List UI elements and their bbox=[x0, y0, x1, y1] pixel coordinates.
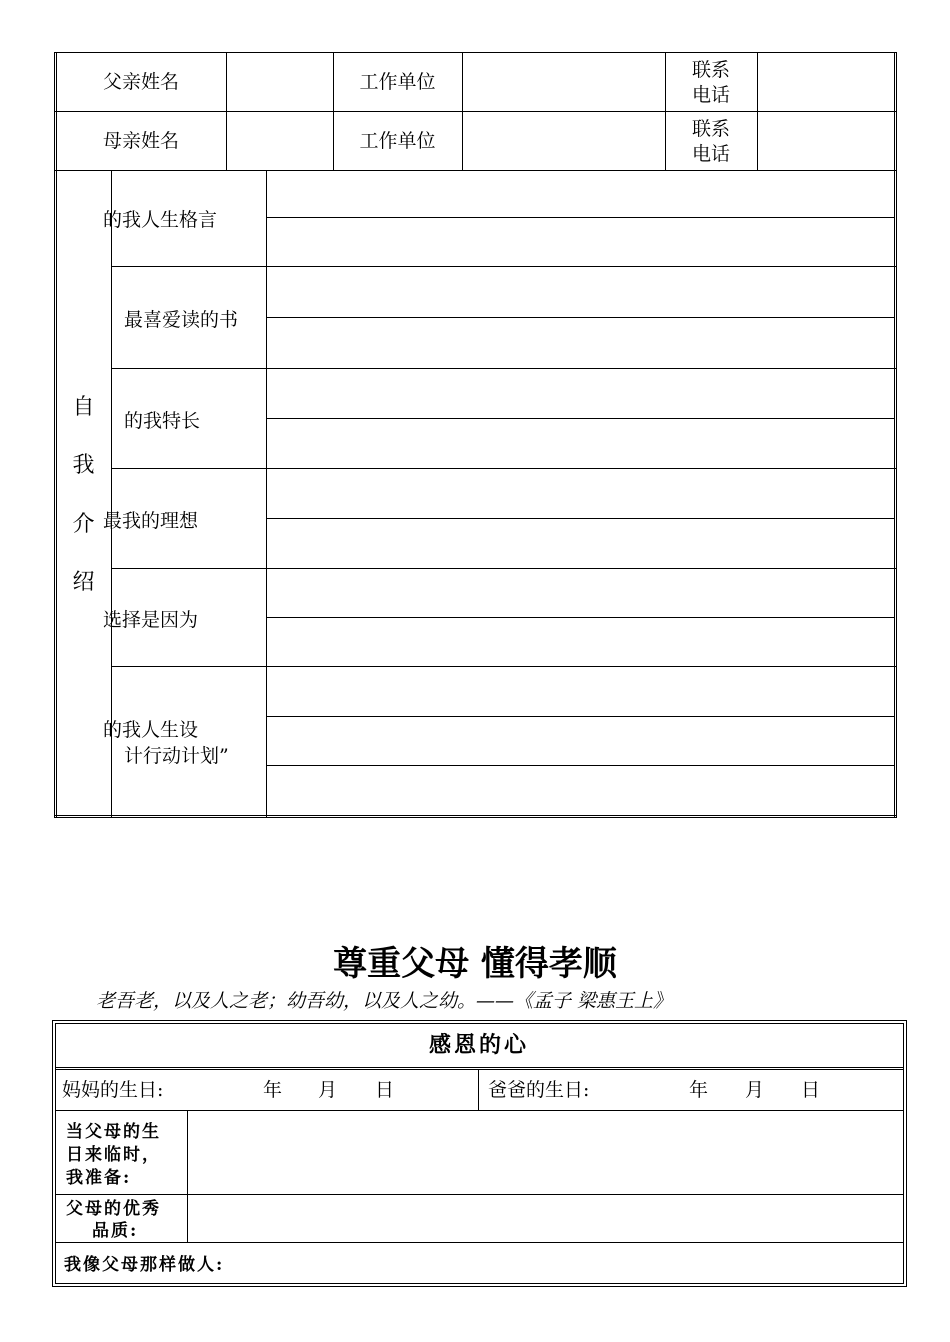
dad-birthday-day: 日 bbox=[801, 1079, 821, 1101]
mom-birthday-day: 日 bbox=[375, 1079, 395, 1101]
reason-field[interactable] bbox=[268, 569, 893, 665]
life-plan-label-1: 的我人生设 bbox=[103, 719, 199, 741]
specialty-field[interactable] bbox=[268, 369, 893, 467]
favorite-book-field[interactable] bbox=[268, 267, 893, 367]
quality-label-1: 父母的优秀 bbox=[66, 1199, 161, 1219]
specialty-label: 的我特长 bbox=[124, 410, 201, 432]
self-intro-char-4: 绍 bbox=[72, 570, 95, 595]
ideal-field[interactable] bbox=[268, 469, 893, 567]
life-plan-label-2: 计行动计划” bbox=[124, 745, 229, 767]
father-name-label: 父亲姓名 bbox=[102, 71, 179, 93]
mother-phone-field[interactable] bbox=[758, 112, 893, 169]
dad-birthday-year: 年 bbox=[689, 1079, 709, 1101]
mother-name-field[interactable] bbox=[227, 112, 332, 169]
prepare-label-2: 日来临时， bbox=[66, 1145, 161, 1165]
father-name-field[interactable] bbox=[227, 53, 332, 110]
mom-birthday-label: 妈妈的生日: bbox=[62, 1079, 164, 1101]
dad-birthday-field[interactable] bbox=[610, 1071, 902, 1109]
mother-name-label: 母亲姓名 bbox=[102, 130, 179, 152]
father-work-field[interactable] bbox=[463, 53, 664, 110]
self-intro-char-3: 介 bbox=[72, 512, 95, 537]
mother-work-label: 工作单位 bbox=[359, 130, 436, 152]
mom-birthday-month: 月 bbox=[318, 1079, 338, 1101]
be-like-parents-label: 我像父母那样做人: bbox=[64, 1255, 225, 1275]
father-phone-label-1: 联系 bbox=[691, 59, 730, 81]
mother-phone-label-1: 联系 bbox=[691, 118, 730, 140]
prepare-field[interactable] bbox=[189, 1112, 902, 1193]
gratitude-header: 感恩的心 bbox=[428, 1032, 529, 1058]
prepare-label-3: 我准备: bbox=[66, 1168, 132, 1188]
self-intro-char-2: 我 bbox=[72, 453, 95, 478]
page-title: 尊重父母 懂得孝顺 bbox=[333, 944, 617, 984]
quality-label-2: 品质: bbox=[92, 1221, 139, 1241]
mother-work-field[interactable] bbox=[463, 112, 664, 169]
reason-label: 选择是因为 bbox=[103, 609, 199, 631]
quality-field[interactable] bbox=[189, 1196, 902, 1241]
life-plan-field[interactable] bbox=[268, 667, 893, 814]
mencius-quote: 老吾老，以及人之老；幼吾幼，以及人之幼。——《孟子 梁惠王上》 bbox=[96, 990, 673, 1012]
ideal-label: 最我的理想 bbox=[103, 510, 199, 532]
prepare-label-1: 当父母的生 bbox=[66, 1122, 161, 1142]
favorite-book-label: 最喜爱读的书 bbox=[124, 309, 239, 331]
mom-birthday-field[interactable] bbox=[190, 1071, 476, 1109]
dad-birthday-label: 爸爸的生日: bbox=[488, 1079, 590, 1101]
self-intro-char-1: 自 bbox=[72, 395, 95, 420]
dad-birthday-month: 月 bbox=[745, 1079, 765, 1101]
mom-birthday-year: 年 bbox=[263, 1079, 283, 1101]
be-like-parents-field[interactable] bbox=[260, 1244, 902, 1282]
motto-label: 的我人生格言 bbox=[103, 209, 218, 231]
father-phone-label-2: 电话 bbox=[691, 84, 730, 106]
motto-field[interactable] bbox=[268, 171, 893, 265]
father-phone-field[interactable] bbox=[758, 53, 893, 110]
mother-phone-label-2: 电话 bbox=[691, 143, 730, 165]
father-work-label: 工作单位 bbox=[359, 71, 436, 93]
